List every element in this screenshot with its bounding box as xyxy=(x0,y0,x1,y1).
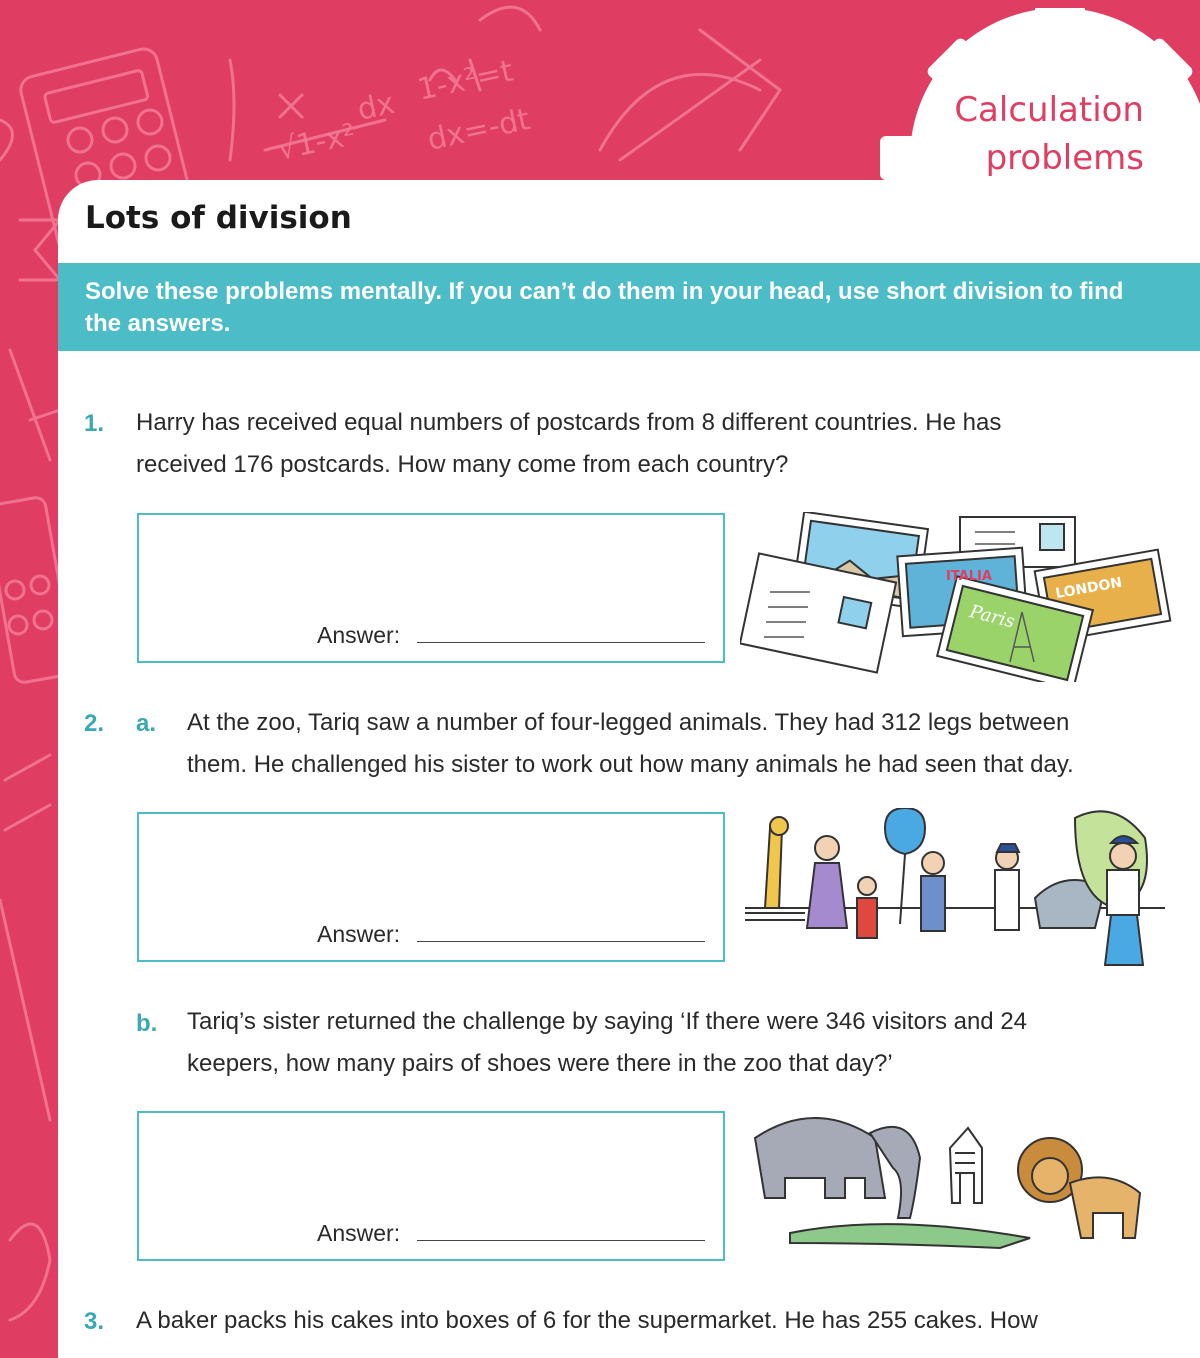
svg-text:√1-x²: √1-x² xyxy=(274,117,359,168)
question-3-line-1: A baker packs his cakes into boxes of 6 for the supermarket. He has 255 cakes. How xyxy=(136,1307,1038,1334)
badge-line-2: problems xyxy=(985,138,1144,178)
question-2a-answer-box[interactable] xyxy=(137,812,725,962)
worksheet-title: Lots of division xyxy=(85,200,352,236)
question-1-line-1: Harry has received equal numbers of postcards from 8 different countries. He has xyxy=(136,409,1002,436)
svg-text:1-x²=t: 1-x²=t xyxy=(414,53,517,108)
question-1-line-2: received 176 postcards. How many come from each country? xyxy=(136,451,789,478)
svg-text:dx: dx xyxy=(354,85,398,128)
answer-line[interactable] xyxy=(417,642,705,643)
question-2b-text xyxy=(187,1001,1027,1085)
section-badge xyxy=(954,86,1144,182)
question-2a-letter: a. xyxy=(136,710,157,737)
badge-line-1: Calculation xyxy=(954,90,1144,130)
svg-text:dx=-dt: dx=-dt xyxy=(424,102,533,158)
question-3-text xyxy=(136,1300,1038,1342)
answer-label: Answer: xyxy=(317,622,401,648)
answer-line[interactable] xyxy=(417,1240,705,1241)
zoo-animals-illustration xyxy=(750,1108,1162,1254)
question-2a-line-1: At the zoo, Tariq saw a number of four-legged animals. They had 312 legs between xyxy=(187,709,1070,736)
question-2b-line-2: keepers, how many pairs of shoes were there in the zoo that day?’ xyxy=(187,1050,893,1077)
question-2a-text xyxy=(187,702,1074,786)
postcard-italia-label: ITALIA xyxy=(946,569,992,584)
instructions-banner: Solve these problems mentally. If you can’t do them in your head, use short division to find the answers. xyxy=(58,263,1200,351)
answer-label: Answer: xyxy=(317,921,401,947)
zoo-visitors-illustration xyxy=(745,808,1165,980)
question-2b-line-1: Tariq’s sister returned the challenge by saying ‘If there were 346 visitors and 24 xyxy=(187,1008,1028,1035)
postcards-illustration xyxy=(740,512,1172,682)
question-1-answer-box[interactable] xyxy=(137,513,725,663)
answer-line[interactable] xyxy=(417,941,705,942)
question-1-number: 1. xyxy=(84,410,105,437)
question-2a-line-2: them. He challenged his sister to work out how many animals he had seen that day. xyxy=(187,751,1074,778)
question-1-text xyxy=(136,402,1001,486)
answer-label: Answer: xyxy=(317,1220,401,1246)
question-2b-letter: b. xyxy=(136,1010,158,1037)
question-3-number: 3. xyxy=(84,1308,105,1335)
postcard-paris-label: Paris xyxy=(967,601,1017,633)
question-2-number: 2. xyxy=(84,710,105,737)
postcard-london-label: LONDON xyxy=(1054,574,1124,603)
question-2b-answer-box[interactable] xyxy=(137,1111,725,1261)
